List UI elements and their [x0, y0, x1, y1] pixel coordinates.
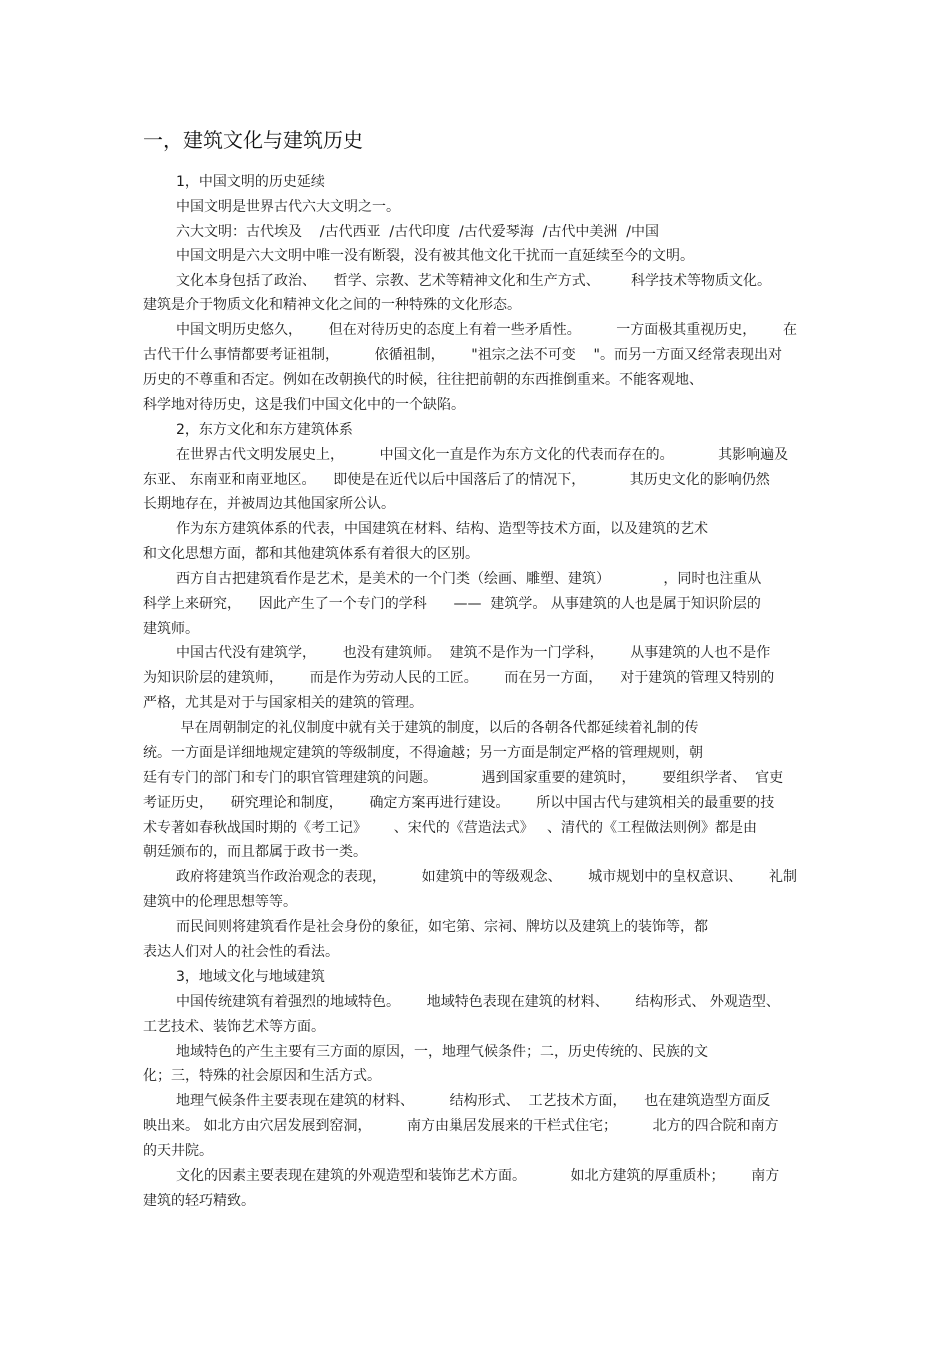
text-line: 建筑师。 [143, 621, 199, 637]
text-line: 中国古代没有建筑学， 也没有建筑师。 建筑不是作为一门学科， 从事建筑的人也不是作 [176, 645, 771, 661]
text-line: 科学地对待历史，这是我们中国文化中的一个缺陷。 [143, 397, 465, 413]
text-line: 化；三，特殊的社会原因和生活方式。 [143, 1068, 381, 1084]
text-line: 廷有专门的部门和专门的职官管理建筑的问题。 遇到国家重要的建筑时， 要组织学者、 官吏 [143, 770, 784, 786]
text-line: 朝廷颁布的，而且都属于政书一类。 [143, 844, 367, 860]
text-line: 早在周朝制定的礼仪制度中就有关于建筑的制度，以后的各朝各代都延续着礼制的传 [176, 720, 699, 736]
text-line: 在世界古代文明发展史上， 中国文化一直是作为东方文化的代表而存在的。 其影响遍及 [176, 447, 789, 463]
text-line: 历史的不尊重和否定。例如在改朝换代的时候，往往把前朝的东西推倒重来。不能客观地、 [143, 372, 703, 388]
text-line: 工艺技术、装饰艺术等方面。 [143, 1019, 325, 1035]
text-line: 地理气候条件主要表现在建筑的材料、 结构形式、 工艺技术方面， 也在建筑造型方面反 [176, 1093, 771, 1109]
text-line: 科学上来研究， 因此产生了一个专门的学科 —— 建筑学。 从事建筑的人也是属于知识阶层的 [143, 596, 761, 612]
text-line: 长期地存在，并被周边其他国家所公认。 [143, 496, 395, 512]
text-line: 和文化思想方面，都和其他建筑体系有着很大的区别。 [143, 546, 479, 562]
text-line: 政府将建筑当作政治观念的表现， 如建筑中的等级观念、 城市规划中的皇权意识、 礼制 [176, 869, 798, 885]
text-line: 3，地域文化与地域建筑 [176, 969, 325, 985]
text-line: 古代干什么事情都要考证祖制， 依循祖制， "祖宗之法不可变 "。而另一方面又经常表现出对 [143, 347, 782, 363]
text-line: 为知识阶层的建筑师， 而是作为劳动人民的工匠。 而在另一方面， 对于建筑的管理又特别的 [143, 670, 775, 686]
text-line: 统。一方面是详细地规定建筑的等级制度，不得逾越；另一方面是制定严格的管理规则，朝 [143, 745, 703, 761]
text-line: 的天井院。 [143, 1143, 213, 1159]
text-line: 而民间则将建筑看作是社会身份的象征，如宅第、宗祠、牌坊以及建筑上的装饰等，都 [176, 919, 708, 935]
text-line: 文化的因素主要表现在建筑的外观造型和装饰艺术方面。 如北方建筑的厚重质朴； 南方 [176, 1168, 780, 1184]
text-line: 中国文明是六大文明中唯一没有断裂，没有被其他文化干扰而一直延续至今的文明。 [176, 248, 694, 264]
text-line: 作为东方建筑体系的代表，中国建筑在材料、结构、造型等技术方面，以及建筑的艺术 [176, 521, 708, 537]
text-line: 考证历史， 研究理论和制度， 确定方案再进行建设。 所以中国古代与建筑相关的最重要的技 [143, 795, 775, 811]
text-line: 建筑是介于物质文化和精神文化之间的一种特殊的文化形态。 [143, 297, 521, 313]
text-line: 六大文明：古代埃及 /古代西亚 /古代印度 /古代爱琴海 /古代中美洲 /中国 [176, 224, 659, 240]
text-line: 映出来。 如北方由穴居发展到窑洞， 南方由巢居发展来的干栏式住宅； 北方的四合院和南方 [143, 1118, 779, 1134]
text-line: 中国传统建筑有着强烈的地域特色。 地域特色表现在建筑的材料、 结构形式、 外观造型、 [176, 994, 780, 1010]
text-line: 中国文明是世界古代六大文明之一。 [176, 199, 400, 215]
text-line: 2，东方文化和东方建筑体系 [176, 422, 353, 438]
text-line: 建筑的轻巧精致。 [143, 1193, 255, 1209]
text-line: 1，中国文明的历史延续 [176, 174, 325, 190]
text-line: 西方自古把建筑看作是艺术，是美术的一个门类（绘画、雕塑、建筑） ，同时也注重从 [176, 571, 762, 587]
text-line: 严格，尤其是对于与国家相关的建筑的管理。 [143, 695, 423, 711]
text-line: 文化本身包括了政治、 哲学、宗教、艺术等精神文化和生产方式、 科学技术等物质文化。 [176, 273, 771, 289]
text-line: 建筑中的伦理思想等等。 [143, 894, 297, 910]
text-line: 表达人们对人的社会性的看法。 [143, 944, 339, 960]
text-line: 地域特色的产生主要有三方面的原因，一，地理气候条件；二，历史传统的、民族的文 [176, 1044, 708, 1060]
text-line: 术专著如春秋战国时期的《考工记》 、宋代的《营造法式》 、清代的《工程做法则例》都是由 [143, 820, 758, 836]
section-heading: 一，建筑文化与建筑历史 [143, 128, 363, 152]
text-line: 中国文明历史悠久， 但在对待历史的态度上有着一些矛盾性。 一方面极其重视历史， 在 [176, 322, 798, 338]
text-line: 东亚、 东南亚和南亚地区。 即使是在近代以后中国落后了的情况下， 其历史文化的影响仍然 [143, 472, 770, 488]
